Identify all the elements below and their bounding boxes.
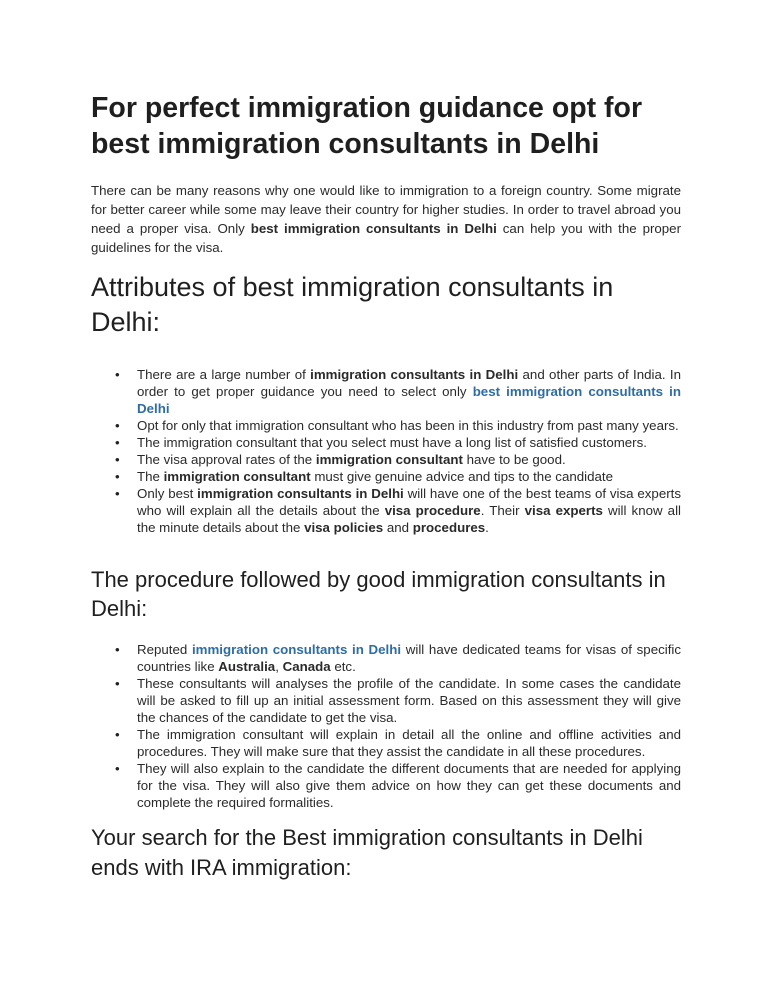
list-item	[91, 434, 681, 451]
list-item	[91, 451, 681, 468]
item-text: The visa approval rates of the	[137, 452, 316, 467]
list-item	[91, 468, 681, 485]
item-bold: visa experts	[524, 503, 603, 518]
page-title: For perfect immigration guidance opt for best immigration consultants in Delhi	[91, 92, 643, 160]
procedure-list	[91, 641, 681, 811]
item-text: Only best	[137, 486, 198, 501]
item-text: .	[485, 520, 489, 535]
item-text: have to be good.	[462, 452, 566, 467]
intro-bold: best immigration consultants in Delhi	[250, 221, 497, 236]
item-bold: Australia	[218, 659, 276, 674]
attributes-list	[91, 366, 681, 536]
list-item	[91, 675, 681, 726]
item-text: will have one of the best teams of visa experts who will explain all the details about the	[137, 486, 681, 518]
item-text: The immigration consultant that you select must have a long list of satisfied customers.	[137, 435, 647, 450]
item-bold: Canada	[282, 659, 331, 674]
list-item	[91, 366, 681, 417]
list-item	[91, 417, 681, 434]
consultants-link[interactable]: immigration consultants in Delhi	[191, 642, 402, 657]
item-text: The	[137, 469, 164, 484]
item-text: There are a large number of	[137, 367, 311, 382]
item-bold: immigration consultant	[163, 469, 311, 484]
item-text: and	[383, 520, 413, 535]
item-text: Opt for only that immigration consultant who has been in this industry from past many years.	[137, 418, 679, 433]
list-item	[91, 760, 681, 811]
item-text: will know all the minute details about the	[137, 503, 681, 535]
item-text: These consultants will analyses the profile of the candidate. In some cases the candidate will be asked to fill up an initial assessment form. Based on this assessment they will give the chances of the candidate to get the visa.	[137, 676, 681, 725]
item-text: . Their	[480, 503, 525, 518]
item-bold: immigration consultants in Delhi	[310, 367, 519, 382]
item-text: ,	[275, 659, 283, 674]
item-text: etc.	[330, 659, 356, 674]
section-heading-attributes: Attributes of best immigration consultants in Delhi:	[91, 272, 614, 337]
section-heading-ira: Your search for the Best immigration consultants in Delhi ends with IRA immigration:	[91, 825, 643, 880]
item-bold: procedures	[412, 520, 486, 535]
item-text: and other parts of India. In order to get proper guidance you need to select only	[137, 367, 681, 399]
item-text: Reputed	[137, 642, 192, 657]
list-item	[91, 726, 681, 760]
section-heading-procedure: The procedure followed by good immigration consultants in Delhi:	[91, 567, 666, 621]
item-text: must give genuine advice and tips to the candidate	[310, 469, 613, 484]
item-bold: immigration consultants in Delhi	[197, 486, 404, 501]
item-text: They will also explain to the candidate the different documents that are needed for applying for the visa. They will also give them advice on how they can get these documents and complete the required formalities.	[137, 761, 681, 810]
item-bold: visa policies	[304, 520, 384, 535]
item-bold: visa procedure	[384, 503, 481, 518]
intro-text-end: can help you with the proper guidelines for the visa.	[91, 221, 681, 255]
item-text: The immigration consultant will explain in detail all the online and offline activities and procedures. They will make sure that they assist the candidate in all these procedures.	[137, 727, 681, 759]
intro-text: There can be many reasons why one would like to immigration to a foreign country. Some migrate for better career while some may leave their country for higher studies. In order to travel abroad you need a proper visa. Only	[91, 183, 681, 236]
list-item	[91, 641, 681, 675]
intro-paragraph	[91, 181, 681, 257]
consultants-link[interactable]: best immigration consultants in Delhi	[137, 384, 681, 416]
item-bold: immigration consultant	[315, 452, 463, 467]
list-item	[91, 485, 681, 536]
item-text: will have dedicated teams for visas of specific countries like	[137, 642, 681, 674]
